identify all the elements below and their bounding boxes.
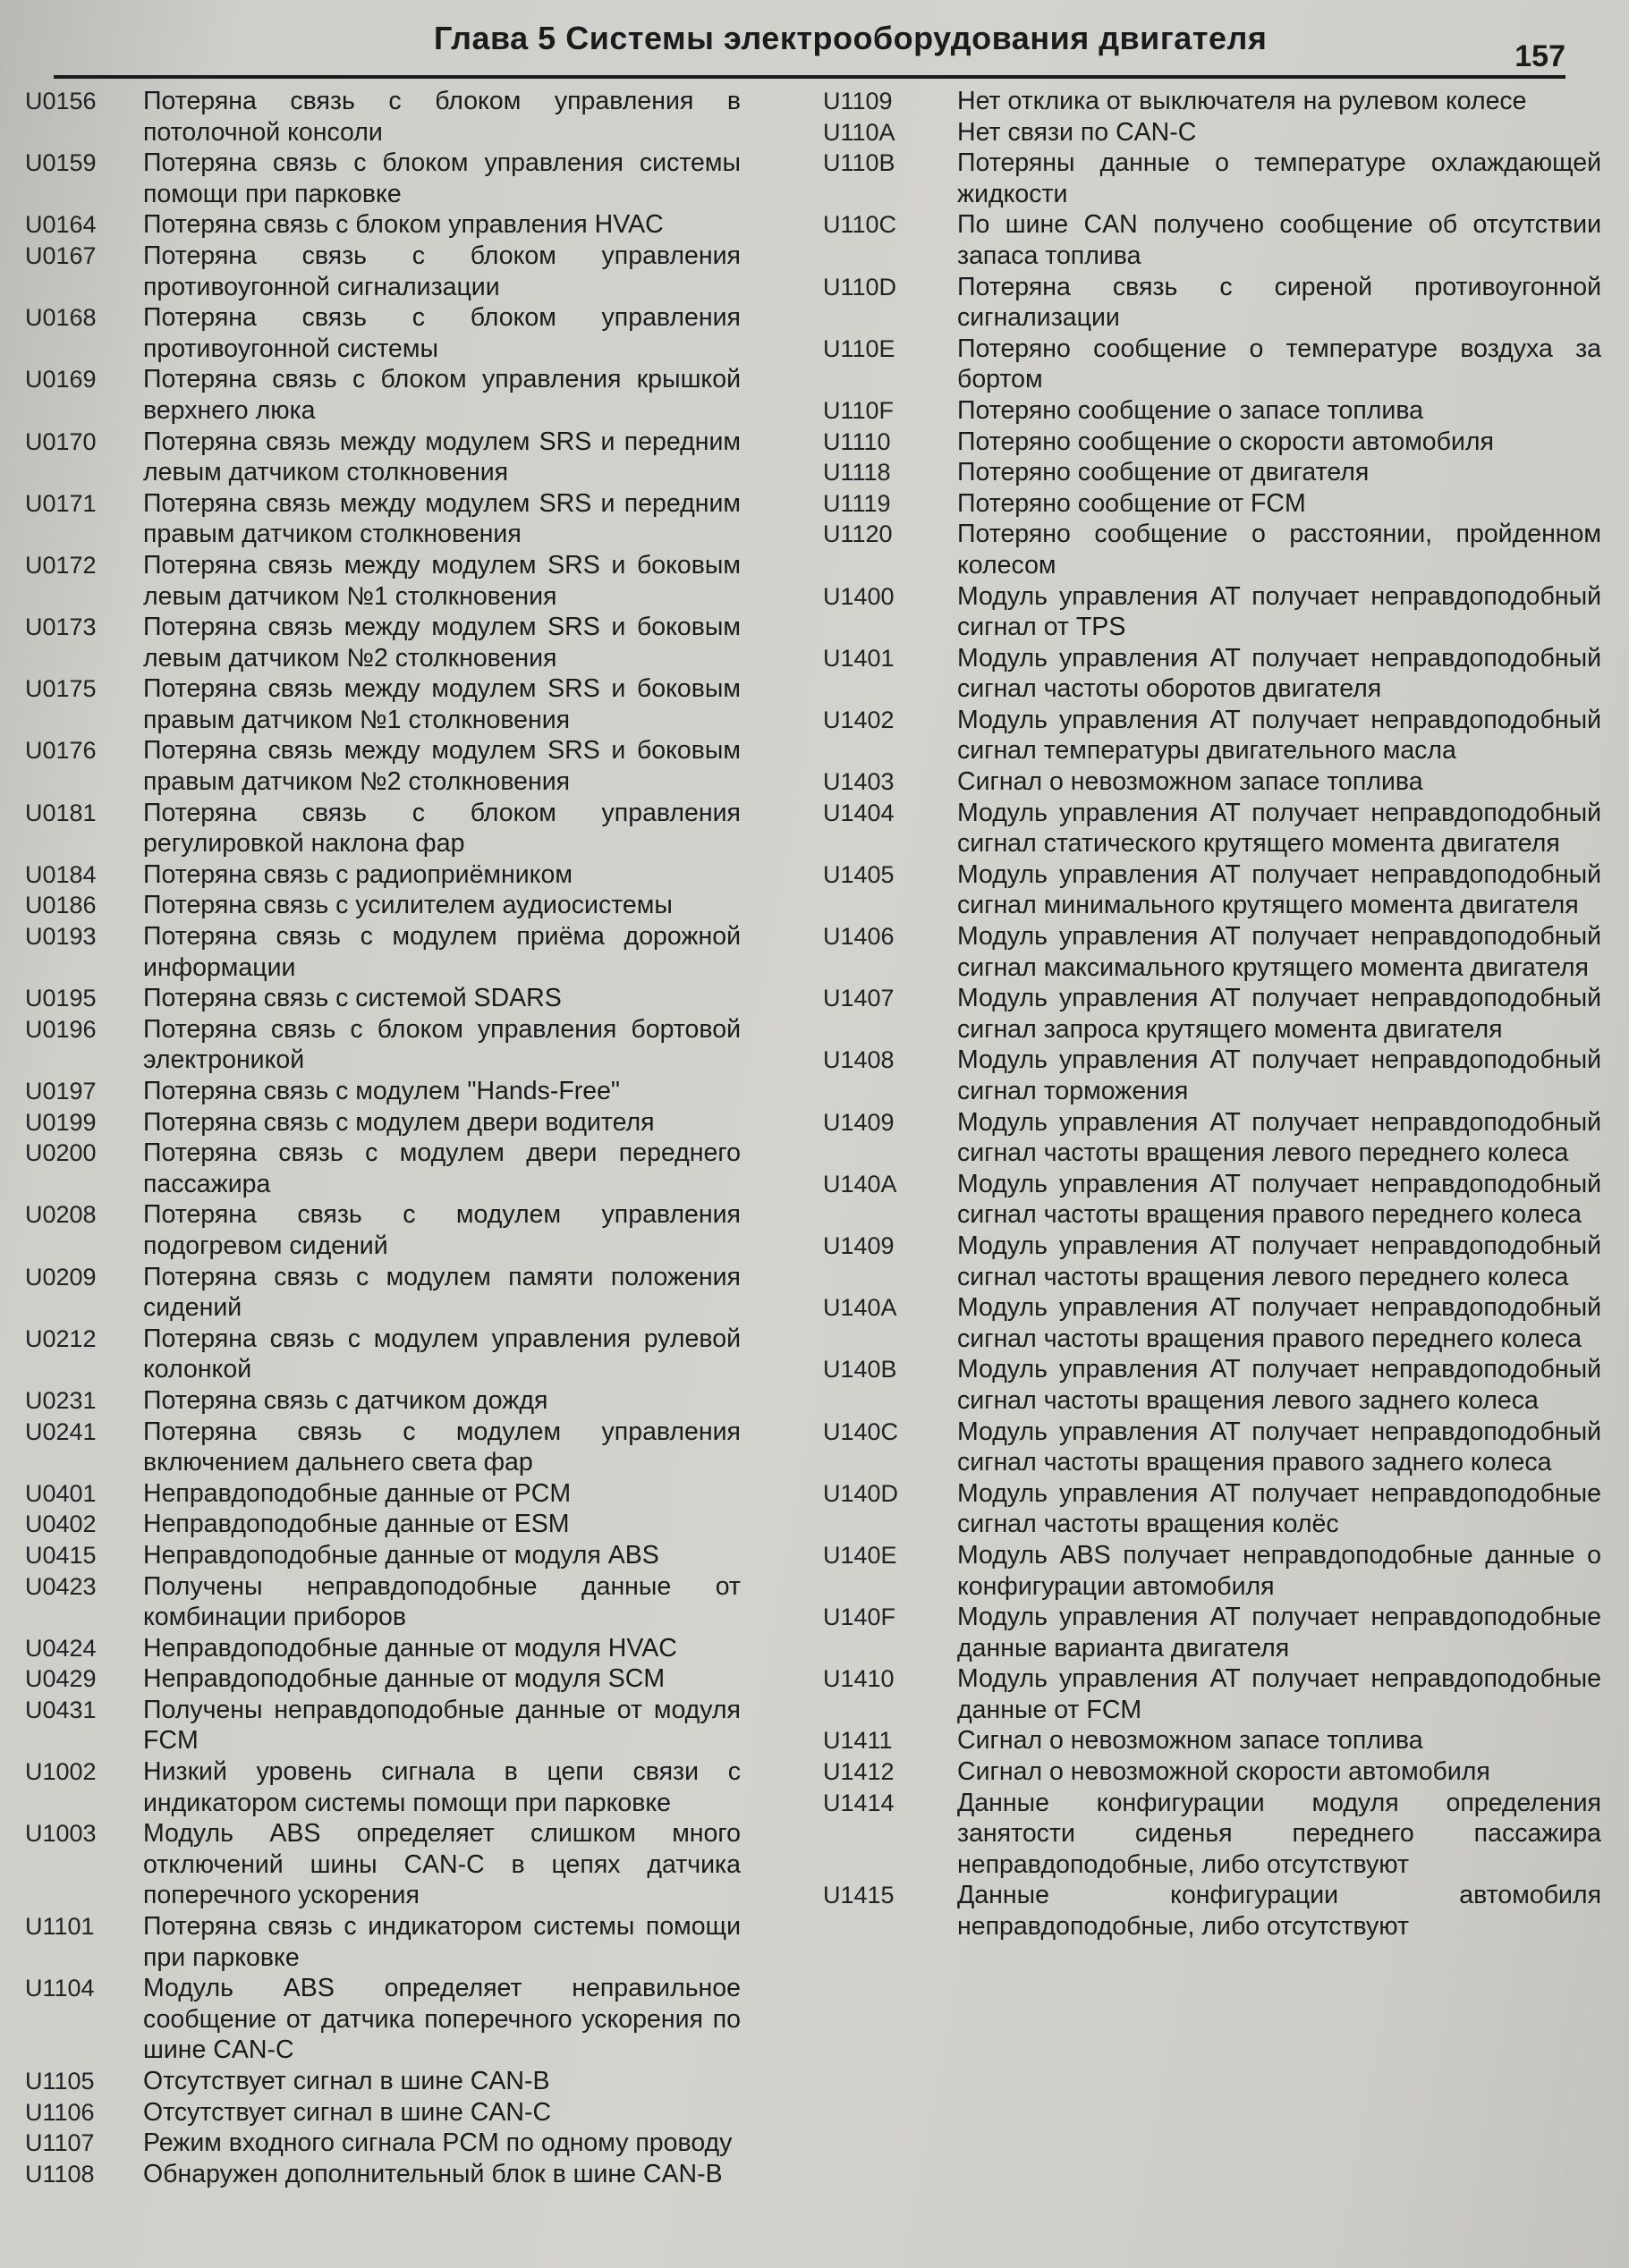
dtc-entry — [25, 1663, 741, 1695]
dtc-code: U0401 — [25, 1479, 97, 1507]
dtc-entry — [823, 581, 1601, 643]
dtc-entry — [25, 1076, 741, 1107]
dtc-entry — [25, 735, 741, 797]
dtc-entry — [25, 890, 741, 921]
dtc-description: Потеряна связь между модулем SRS и боковым правым датчиком №1 столкновения — [143, 674, 741, 734]
dtc-code: U1405 — [823, 860, 895, 888]
dtc-entry — [823, 1231, 1601, 1292]
dtc-description: Модуль ABS получает неправдоподобные данные о конфигурации автомобиля — [957, 1540, 1601, 1601]
dtc-entry — [823, 209, 1601, 271]
dtc-entry — [25, 241, 741, 302]
dtc-description: Потеряна связь с блоком управления в потолочной консоли — [143, 87, 741, 147]
dtc-description: Модуль управления AT получает неправдоподобный сигнал минимального крутящего момента двигателя — [957, 859, 1601, 920]
dtc-code: U0208 — [25, 1201, 97, 1229]
dtc-code: U1110 — [823, 427, 891, 455]
dtc-code: U0431 — [25, 1696, 97, 1723]
dtc-entry — [823, 1045, 1601, 1106]
dtc-description: Потеряна связь между модулем SRS и боковым левым датчиком №2 столкновения — [143, 613, 741, 673]
dtc-code: U0159 — [25, 149, 97, 177]
dtc-description: Потеряна связь с сиреной противоугонной сигнализации — [957, 272, 1601, 333]
dtc-entry — [25, 148, 741, 209]
dtc-description: Потеряна связь с модулем управления включением дальнего света фар — [143, 1417, 741, 1477]
dtc-description: Потеряно сообщение о запасе топлива — [957, 395, 1423, 425]
dtc-code: U0173 — [25, 614, 97, 641]
dtc-entry — [823, 148, 1601, 209]
dtc-entry — [823, 519, 1601, 580]
dtc-code: U1404 — [823, 799, 895, 826]
dtc-entry — [25, 1138, 741, 1199]
dtc-code: U0171 — [25, 489, 97, 517]
header-divider — [54, 75, 1565, 79]
dtc-description: Модуль ABS определяет неправильное сообщение от датчика поперечного ускорения по шине CAN-C — [143, 1974, 741, 2065]
dtc-code: U1407 — [823, 985, 895, 1012]
dtc-description: Режим входного сигнала PCM по одному проводу — [143, 2128, 733, 2158]
dtc-description: Модуль управления AT получает неправдоподобный сигнал частоты вращения левого переднего колеса — [957, 1231, 1601, 1291]
dtc-entry — [25, 1324, 741, 1385]
dtc-code: U1400 — [823, 582, 895, 610]
dtc-code: U0200 — [25, 1139, 97, 1167]
dtc-entry — [25, 488, 741, 550]
dtc-entry — [25, 612, 741, 673]
dtc-entry — [25, 1385, 741, 1417]
dtc-description: По шине CAN получено сообщение об отсутствии запаса топлива — [957, 210, 1601, 270]
dtc-description: Модуль управления AT получает неправдоподобный сигнал частоты вращения правого заднего колеса — [957, 1417, 1601, 1477]
page-header — [54, 20, 1565, 73]
dtc-entry — [25, 1262, 741, 1324]
dtc-entry — [25, 1014, 741, 1076]
dtc-code: U110C — [823, 211, 897, 239]
dtc-code: U140A — [823, 1170, 897, 1197]
dtc-code: U1119 — [823, 489, 891, 517]
dtc-description: Потеряна связь с модулем двери водителя — [143, 1107, 655, 1137]
dtc-code: U0195 — [25, 985, 97, 1012]
dtc-code: U1412 — [823, 1758, 895, 1786]
dtc-description: Отсутствует сигнал в шине CAN-B — [143, 2067, 550, 2095]
dtc-code: U1408 — [823, 1046, 895, 1074]
dtc-description: Модуль ABS определяет слишком много отключений шины CAN-C в цепях датчика поперечного ускорения — [143, 1819, 741, 1910]
dtc-code: U110D — [823, 273, 897, 300]
dtc-entry — [25, 86, 741, 148]
dtc-code: U0424 — [25, 1634, 97, 1662]
dtc-description: Обнаружен дополнительный блок в шине CAN-B — [143, 2159, 723, 2188]
dtc-description: Модуль управления AT получает неправдоподобный сигнал частоты вращения левого переднего колеса — [957, 1107, 1601, 1168]
dtc-entry — [25, 2159, 741, 2190]
dtc-entry — [25, 1417, 741, 1478]
dtc-description: Неправдоподобные данные от модуля ABS — [143, 1540, 659, 1570]
dtc-entry — [823, 1169, 1601, 1231]
dtc-description: Сигнал о невозможном запасе топлива — [957, 1726, 1423, 1756]
dtc-code: U0184 — [25, 860, 97, 888]
dtc-description: Потеряна связь между модулем SRS и боковым правым датчиком №2 столкновения — [143, 736, 741, 797]
dtc-entry — [823, 395, 1601, 427]
dtc-entry — [823, 1540, 1601, 1602]
dtc-entry — [823, 86, 1601, 117]
dtc-code: U1411 — [823, 1727, 893, 1755]
dtc-code: U1108 — [25, 2160, 95, 2188]
left-column — [25, 86, 741, 2268]
dtc-code: U1415 — [823, 1882, 895, 1909]
dtc-entry — [25, 1540, 741, 1571]
right-column — [823, 86, 1601, 2268]
dtc-code: U1118 — [823, 459, 891, 487]
page-number: 157 — [1514, 39, 1565, 73]
dtc-description: Потеряна связь с модулем памяти положения сидений — [143, 1262, 741, 1323]
dtc-description: Нет связи по CAN-C — [957, 117, 1197, 147]
dtc-code: U0156 — [25, 88, 97, 114]
dtc-entry — [25, 550, 741, 612]
dtc-entry — [823, 1417, 1601, 1478]
dtc-entry — [823, 859, 1601, 921]
dtc-entry — [25, 983, 741, 1014]
dtc-description: Потеряно сообщение о расстоянии, пройденном колесом — [957, 520, 1601, 580]
dtc-description: Сигнал о невозможной скорости автомобиля — [957, 1757, 1490, 1787]
dtc-description: Нет отклика от выключателя на рулевом колесе — [957, 87, 1527, 115]
dtc-entry — [823, 1602, 1601, 1663]
dtc-description: Потеряна связь с датчиком дождя — [143, 1385, 548, 1415]
dtc-entry — [823, 1756, 1601, 1788]
dtc-entry — [25, 427, 741, 488]
dtc-description: Модуль управления AT получает неправдоподобные данные варианта двигателя — [957, 1603, 1601, 1663]
dtc-description: Потеряна связь с блоком управления противоугонной сигнализации — [143, 241, 741, 301]
dtc-entry — [25, 859, 741, 891]
dtc-code: U1104 — [25, 1975, 95, 2002]
dtc-code: U140F — [823, 1604, 896, 1631]
dtc-code: U140B — [823, 1356, 897, 1384]
dtc-description: Потеряна связь с усилителем аудиосистемы — [143, 891, 673, 920]
dtc-code: U0197 — [25, 1078, 97, 1104]
dtc-description: Модуль управления AT получает неправдоподобный сигнал частоты вращения правого переднего колеса — [957, 1169, 1601, 1230]
dtc-description: Потеряна связь с блоком управления противоугонной системы — [143, 303, 741, 363]
dtc-entry — [823, 643, 1601, 705]
dtc-entry — [25, 209, 741, 241]
dtc-code: U0212 — [25, 1324, 97, 1352]
dtc-entry — [25, 1911, 741, 1973]
dtc-description: Потеряна связь с блоком управления регулировкой наклона фар — [143, 798, 741, 859]
dtc-code: U1403 — [823, 768, 895, 796]
chapter-title: Глава 5 Системы электрооборудования двигателя — [434, 20, 1268, 56]
dtc-code: U0172 — [25, 551, 97, 579]
dtc-description: Модуль управления AT получает неправдоподобный сигнал от TPS — [957, 581, 1601, 642]
dtc-entry — [823, 117, 1601, 148]
dtc-code: U0175 — [25, 675, 97, 703]
dtc-entry — [25, 1818, 741, 1911]
dtc-code: U1002 — [25, 1758, 97, 1786]
dtc-entry — [823, 798, 1601, 859]
dtc-code: U140D — [823, 1479, 899, 1507]
dtc-entry — [25, 2128, 741, 2159]
dtc-code: U0186 — [25, 892, 97, 919]
dtc-code: U110F — [823, 396, 895, 424]
dtc-entry — [25, 1478, 741, 1510]
dtc-description: Данные конфигурации модуля определения занятости сиденья переднего пассажира неправдоподобные, либо отсутствуют — [957, 1788, 1601, 1879]
dtc-entry — [823, 1292, 1601, 1354]
dtc-code: U0169 — [25, 366, 97, 394]
dtc-entry — [25, 673, 741, 735]
dtc-code: U1120 — [823, 520, 893, 548]
dtc-code: U0209 — [25, 1263, 97, 1291]
dtc-code: U0170 — [25, 427, 97, 455]
dtc-entry — [823, 427, 1601, 458]
dtc-description: Получены неправдоподобные данные от комбинации приборов — [143, 1571, 741, 1632]
dtc-code: U0164 — [25, 211, 97, 239]
dtc-entry — [823, 1107, 1601, 1169]
dtc-code: U0429 — [25, 1665, 97, 1693]
dtc-description: Данные конфигурации автомобиля неправдоподобные, либо отсутствуют — [957, 1881, 1601, 1942]
dtc-entry — [25, 364, 741, 426]
dtc-entry — [823, 1788, 1601, 1881]
dtc-code: U1107 — [25, 2129, 95, 2157]
dtc-code: U0423 — [25, 1572, 97, 1600]
dtc-code: U1402 — [823, 706, 895, 733]
dtc-description: Модуль управления AT получает неправдоподобный сигнал частоты оборотов двигателя — [957, 643, 1601, 704]
dtc-entry — [25, 921, 741, 983]
dtc-description: Потеряно сообщение о скорости автомобиля — [957, 427, 1494, 456]
dtc-description: Неправдоподобные данные от ESM — [143, 1510, 570, 1539]
dtc-code: U1105 — [25, 2068, 95, 2095]
dtc-code: U0193 — [25, 923, 97, 951]
dtc-description: Потеряна связь с модулем "Hands-Free" — [143, 1077, 621, 1105]
dtc-description: Потеряна связь с радиоприёмником — [143, 859, 573, 889]
dtc-description: Модуль управления AT получает неправдоподобные данные от FCM — [957, 1664, 1601, 1724]
dtc-description: Потеряна связь с модулем приёма дорожной информации — [143, 922, 741, 982]
dtc-description: Потеряно сообщение от двигателя — [957, 458, 1370, 487]
dtc-description: Потеряна связь с модулем двери переднего пассажира — [143, 1138, 741, 1198]
dtc-description: Неправдоподобные данные от модуля HVAC — [143, 1633, 677, 1663]
dtc-entry — [25, 302, 741, 364]
dtc-code: U0181 — [25, 799, 97, 826]
dtc-code: U0402 — [25, 1511, 97, 1538]
dtc-description: Потеряна связь с блоком управления бортовой электроникой — [143, 1014, 741, 1075]
dtc-description: Потеряны данные о температуре охлаждающей жидкости — [957, 148, 1601, 208]
dtc-code: U1106 — [25, 2098, 95, 2126]
dtc-entry — [823, 1478, 1601, 1540]
dtc-entry — [823, 705, 1601, 766]
dtc-code: U1003 — [25, 1820, 97, 1848]
dtc-code: U0167 — [25, 241, 97, 269]
dtc-description: Модуль управления AT получает неправдоподобный сигнал температуры двигательного масла — [957, 705, 1601, 766]
dtc-code: U140C — [823, 1418, 899, 1445]
dtc-entry — [823, 983, 1601, 1045]
dtc-entry — [823, 488, 1601, 520]
dtc-description: Модуль управления AT получает неправдоподобный сигнал максимального крутящего момента двигателя — [957, 922, 1601, 982]
dtc-code: U1409 — [823, 1231, 895, 1259]
dtc-entry — [823, 921, 1601, 983]
dtc-description: Потеряна связь с блоком управления системы помощи при парковке — [143, 148, 741, 208]
dtc-code: U0415 — [25, 1541, 97, 1569]
dtc-entry — [823, 1880, 1601, 1942]
dtc-description: Отсутствует сигнал в шине CAN-C — [143, 2097, 552, 2127]
dtc-code: U110B — [823, 149, 895, 177]
dtc-code: U110E — [823, 334, 895, 362]
dtc-code: U1101 — [25, 1913, 95, 1941]
dtc-entry — [823, 272, 1601, 334]
dtc-description: Получены неправдоподобные данные от модуля FCM — [143, 1695, 741, 1756]
dtc-description: Потеряна связь с модулем управления подогревом сидений — [143, 1200, 741, 1260]
dtc-description: Модуль управления AT получает неправдоподобный сигнал запроса крутящего момента двигателя — [957, 984, 1601, 1044]
dtc-code: U1406 — [823, 923, 895, 951]
dtc-code: U1401 — [823, 644, 895, 672]
dtc-entry — [25, 1756, 741, 1818]
dtc-description: Модуль управления AT получает неправдоподобный сигнал торможения — [957, 1045, 1601, 1105]
dtc-description: Потеряна связь с системой SDARS — [143, 984, 562, 1013]
dtc-code: U140E — [823, 1541, 897, 1569]
dtc-code: U0199 — [25, 1108, 97, 1136]
dtc-entry — [25, 1571, 741, 1633]
dtc-code: U1109 — [823, 88, 893, 114]
dtc-code: U0196 — [25, 1015, 97, 1043]
dtc-description: Потеряна связь с блоком управления HVAC — [143, 210, 664, 240]
dtc-description: Потеряна связь с блоком управления крышкой верхнего люка — [143, 365, 741, 425]
dtc-code: U1410 — [823, 1665, 895, 1693]
dtc-description: Потеряна связь с модулем управления рулевой колонкой — [143, 1324, 741, 1384]
dtc-description: Потеряна связь между модулем SRS и передним левым датчиком столкновения — [143, 427, 741, 487]
dtc-description: Модуль управления AT получает неправдоподобный сигнал статического крутящего момента двигателя — [957, 798, 1601, 859]
dtc-entry — [25, 1199, 741, 1261]
dtc-entry — [823, 1354, 1601, 1416]
dtc-description: Низкий уровень сигнала в цепи связи с индикатором системы помощи при парковке — [143, 1757, 741, 1817]
dtc-description: Потеряна связь с индикатором системы помощи при парковке — [143, 1912, 741, 1972]
dtc-entry — [823, 766, 1601, 798]
dtc-description: Модуль управления AT получает неправдоподобный сигнал частоты вращения левого заднего колеса — [957, 1355, 1601, 1415]
dtc-entry — [25, 2097, 741, 2128]
dtc-code: U110A — [823, 118, 895, 146]
dtc-code: U140A — [823, 1294, 897, 1322]
dtc-entry — [25, 798, 741, 859]
dtc-entry — [823, 1725, 1601, 1756]
dtc-entry — [25, 1509, 741, 1540]
dtc-code: U0168 — [25, 304, 97, 332]
dtc-code: U0176 — [25, 737, 97, 765]
dtc-entry — [823, 457, 1601, 488]
dtc-entry — [25, 1633, 741, 1664]
dtc-description: Потеряно сообщение о температуре воздуха за бортом — [957, 334, 1601, 394]
dtc-code: U1414 — [823, 1789, 895, 1816]
dtc-description: Потеряна связь между модулем SRS и передним правым датчиком столкновения — [143, 488, 741, 549]
dtc-entry — [823, 1663, 1601, 1725]
dtc-description: Неправдоподобные данные от PCM — [143, 1478, 572, 1508]
dtc-code: U0241 — [25, 1418, 97, 1445]
dtc-code: U0231 — [25, 1386, 97, 1414]
dtc-entry — [25, 1107, 741, 1138]
dtc-entry — [25, 1695, 741, 1756]
dtc-entry — [25, 1973, 741, 2066]
dtc-entry — [25, 2066, 741, 2097]
dtc-entry — [823, 334, 1601, 395]
dtc-code: U1409 — [823, 1108, 895, 1136]
dtc-description: Неправдоподобные данные от модуля SCM — [143, 1664, 666, 1694]
dtc-description: Модуль управления AT получает неправдоподобный сигнал частоты вращения правого переднего колеса — [957, 1293, 1601, 1353]
dtc-description: Модуль управления AT получает неправдоподобные сигнал частоты вращения колёс — [957, 1478, 1601, 1539]
dtc-description: Потеряна связь между модулем SRS и боковым левым датчиком №1 столкновения — [143, 550, 741, 611]
dtc-description: Потеряно сообщение от FCM — [957, 488, 1306, 518]
dtc-description: Сигнал о невозможном запасе топлива — [957, 767, 1423, 797]
